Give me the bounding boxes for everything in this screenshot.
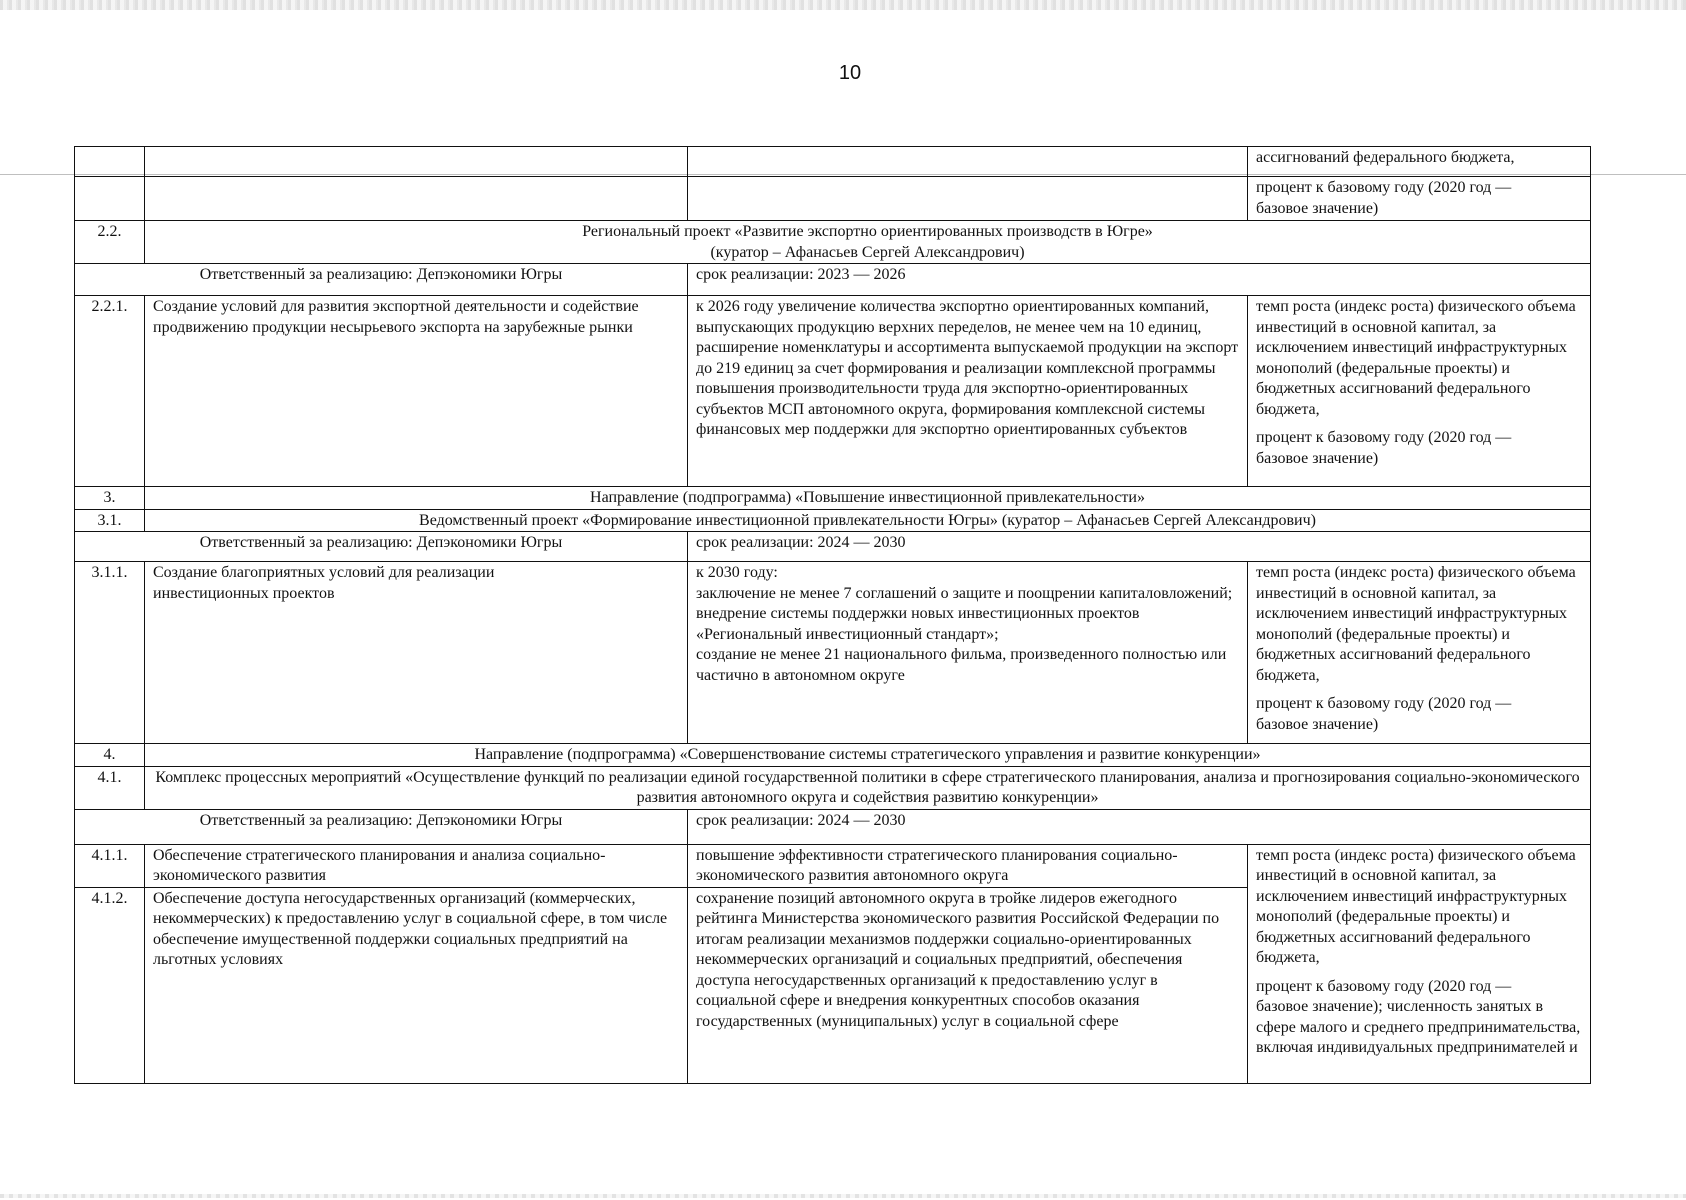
indicator-text: темп роста (индекс роста) физического объема инвестиций в основной капитал, за исключением инвестиций инфраструктурных монополий (федеральные проекты) и бюджетных ассигнований федерального бюджета, (1256, 846, 1576, 966)
result-text: сохранение позиций автономного округа в тройке лидеров ежегодного рейтинга Министерства экономического развития Российской Федерации по итогам реализации механизмов поддержки социально-ориентированных некоммерческих организаций и социальных предприятий, обеспечения доступа негосударственных организаций к предоставлению услуг в социальной сфере и внедрения конкурентных способов оказания государственных (муниципальных) услуг в социальной сфере (688, 887, 1248, 1083)
term-text: срок реализации: 2024 — 2030 (688, 532, 1591, 562)
row-number: 3.1.1. (75, 562, 145, 744)
section-number: 4. (75, 744, 145, 767)
table-row-4-1-1 (75, 844, 1591, 887)
section-row-3 (75, 487, 1591, 510)
indicator-text: темп роста (индекс роста) физического объема инвестиций в основной капитал, за исключением инвестиций инфраструктурных монополий (федеральные проекты) и бюджетных ассигнований федерального бюджета, (1256, 564, 1576, 684)
cell-task (145, 147, 688, 177)
responsible-text: Ответственный за реализацию: Депэкономики Югры (75, 532, 688, 562)
section-row-3-1 (75, 509, 1591, 532)
section-title: Ведомственный проект «Формирование инвестиционной привлекательности Югры» (куратор – Афанасьев Сергей Александрович) (145, 509, 1591, 532)
section-title: Направление (подпрограмма) «Повышение инвестиционной привлекательности» (145, 487, 1591, 510)
indicator-text: темп роста (индекс роста) физического объема инвестиций в основной капитал, за исключением инвестиций инфраструктурных монополий (федеральные проекты) и бюджетных ассигнований федерального бюджета, (1256, 298, 1576, 418)
cell-result (688, 147, 1248, 177)
table-row-continuation-2 (75, 177, 1591, 221)
term-text: срок реализации: 2024 — 2030 (688, 809, 1591, 844)
scan-artifact-top (0, 0, 1686, 10)
table-row-3-1-1 (75, 562, 1591, 744)
table-row-2-2-1 (75, 296, 1591, 487)
responsible-row-3-1 (75, 532, 1591, 562)
section-title: Региональный проект «Развитие экспортно ориентированных производств в Югре» (куратор – Афанасьев Сергей Александрович) (145, 221, 1591, 264)
cell-result (688, 177, 1248, 221)
table-row-continuation-1 (75, 147, 1591, 177)
indicator-cell (1248, 562, 1591, 744)
cell-num (75, 177, 145, 221)
cell-num (75, 147, 145, 177)
responsible-text: Ответственный за реализацию: Депэкономики Югры (75, 264, 688, 296)
page-number: 10 (838, 62, 862, 84)
result-text: к 2026 году увеличение количества экспортно ориентированных компаний, выпускающих продукцию верхних переделов, не менее чем на 10 единиц, расширение номенклатуры и ассортимента выпускаемой продукции на экспорт до 219 единиц за счет формирования и реализации комплексной программы повышения производительности труда для экспортно-ориентированных субъектов МСП автономного округа, формирования комплексной системы финансовых мер поддержки для экспортно ориентированных субъектов (688, 296, 1248, 487)
section-number: 3.1. (75, 509, 145, 532)
cell-indicator: процент к базовому году (2020 год — базовое значение) (1248, 177, 1591, 221)
indicator-unit: процент к базовому году (2020 год — базовое значение) (1256, 429, 1512, 467)
indicator-unit: процент к базовому году (2020 год — базовое значение); численность занятых в сфере малого и среднего предпринимательства, включая индивидуальных предпринимателей и (1256, 977, 1581, 1056)
program-table (74, 146, 1591, 1084)
row-number: 4.1.1. (75, 844, 145, 887)
section-title: Направление (подпрограмма) «Совершенствование системы стратегического управления и развитие конкуренции» (145, 744, 1591, 767)
indicator-cell (1248, 296, 1591, 487)
section-row-2-2 (75, 221, 1591, 264)
task-text: Создание благоприятных условий для реализации инвестиционных проектов (145, 562, 688, 744)
indicator-cell (1248, 844, 1591, 1083)
section-number: 4.1. (75, 766, 145, 809)
responsible-text: Ответственный за реализацию: Депэкономики Югры (75, 809, 688, 844)
term-text: срок реализации: 2023 — 2026 (688, 264, 1591, 296)
task-text: Обеспечение доступа негосударственных организаций (коммерческих, некоммерческих) к предоставлению услуг в социальной сфере, в том числе обеспечение имущественной поддержки социальных предприятий на льготных условиях (145, 887, 688, 1083)
scan-artifact-bottom (0, 1194, 1686, 1198)
section-row-4 (75, 744, 1591, 767)
section-title: Комплекс процессных мероприятий «Осуществление функций по реализации единой государственной политики в сфере стратегического планирования, анализа и прогнозирования социально-экономического развития автономного округа и содействия развитию конкуренции» (145, 766, 1591, 809)
section-number: 3. (75, 487, 145, 510)
row-number: 2.2.1. (75, 296, 145, 487)
task-text: Создание условий для развития экспортной деятельности и содействие продвижению продукции несырьевого экспорта на зарубежные рынки (145, 296, 688, 487)
section-number: 2.2. (75, 221, 145, 264)
row-number: 4.1.2. (75, 887, 145, 1083)
cell-task (145, 177, 688, 221)
section-row-4-1 (75, 766, 1591, 809)
result-text: к 2030 году: заключение не менее 7 соглашений о защите и поощрении капиталовложений; внедрение системы поддержки новых инвестиционных проектов «Региональный инвестиционный стандарт»; создание не менее 21 национального фильма, произведенного полностью или частично в автономном округе (688, 562, 1248, 744)
responsible-row-4-1 (75, 809, 1591, 844)
responsible-row-2-2 (75, 264, 1591, 296)
result-text: повышение эффективности стратегического планирования социально-экономического развития автономного округа (688, 844, 1248, 887)
indicator-unit: процент к базовому году (2020 год — базовое значение) (1256, 695, 1512, 733)
cell-indicator: ассигнований федерального бюджета, (1248, 147, 1591, 177)
task-text: Обеспечение стратегического планирования и анализа социально-экономического развития (145, 844, 688, 887)
